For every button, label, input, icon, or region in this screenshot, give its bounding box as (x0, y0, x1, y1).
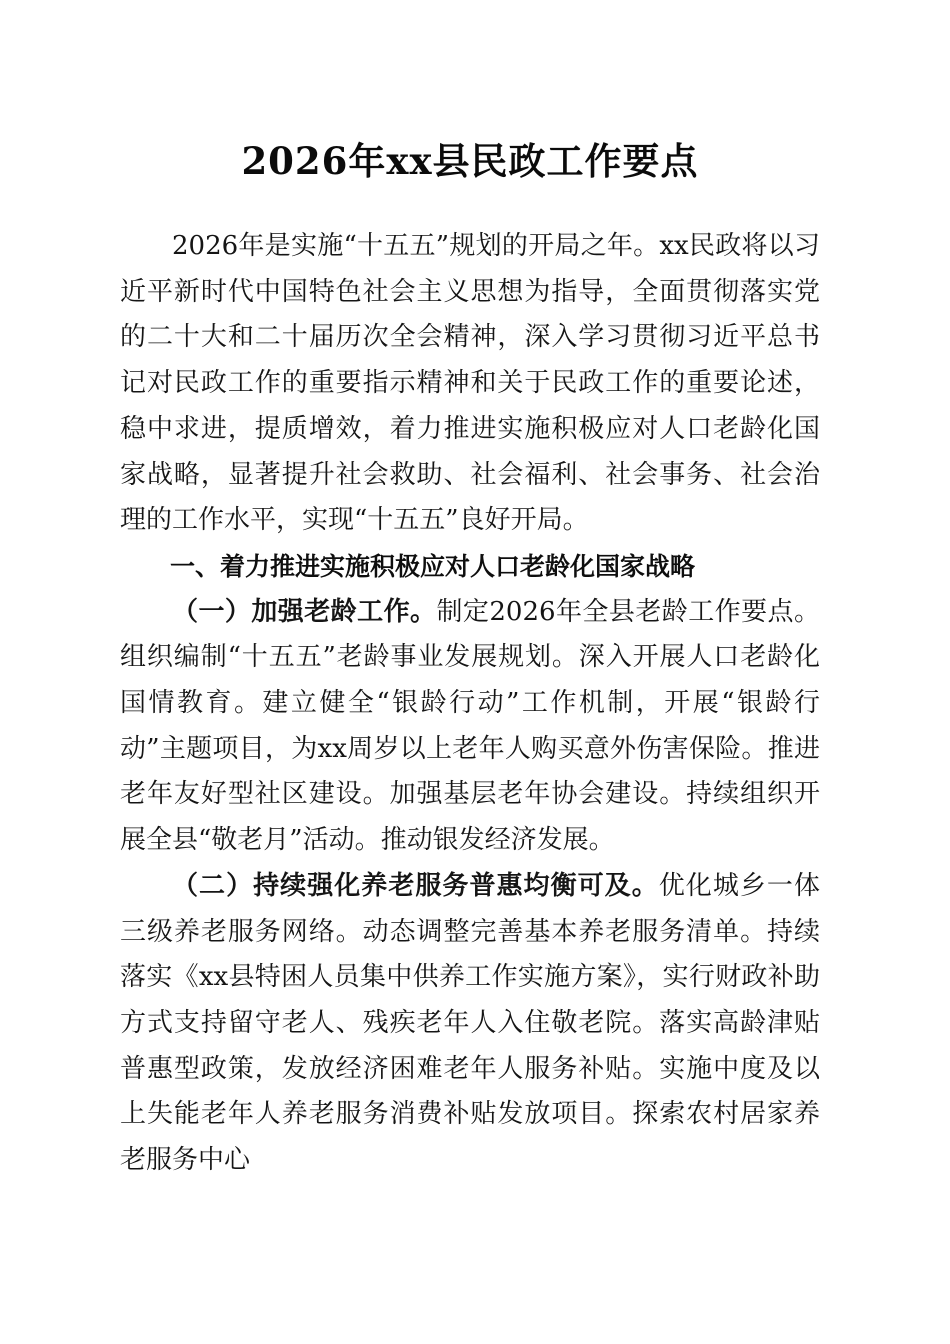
section-1-item-2 (120, 864, 820, 1184)
item-2-lead: （二）持续强化养老服务普惠均衡可及。 (172, 870, 659, 901)
section-1-heading: 一、着力推进实施积极应对人口老龄化国家战略 (170, 551, 696, 581)
section-1-item-1 (120, 590, 820, 864)
item-1-text: 制定2026年全县老龄工作要点。组织编制“十五五”老龄事业发展规划。深入开展人口老龄化国情教育。建立健全“银龄行动”工作机制，开展“银龄行动”主题项目，为xx周岁以上老年人购买意外伤害保险。推进老年友好型社区建设。加强基层老年协会建设。持续组织开展全县“敬老月”活动。推动银发经济发展。 (120, 596, 820, 856)
document-body (120, 224, 820, 1184)
item-1-lead: （一）加强老龄工作。 (172, 596, 437, 627)
item-2-text: 优化城乡一体三级养老服务网络。动态调整完善基本养老服务清单。持续落实《xx县特困人员集中供养工作实施方案》，实行财政补助方式支持留守老人、残疾老年人入住敬老院。落实高龄津贴普惠型政策，发放经济困难老年人服务补贴。实施中度及以上失能老年人养老服务消费补贴发放项目。探索农村居家养老服务中心 (120, 870, 820, 1176)
document-title: 2026年xx县民政工作要点 (241, 139, 699, 183)
intro-paragraph: 2026年是实施“十五五”规划的开局之年。xx民政将以习近平新时代中国特色社会主义思想为指导，全面贯彻落实党的二十大和二十届历次全会精神，深入学习贯彻习近平总书记对民政工作的重要指示精神和关于民政工作的重要论述，稳中求进，提质增效，着力推进实施积极应对人口老龄化国家战略，显著提升社会救助、社会福利、社会事务、社会治理的工作水平，实现“十五五”良好开局。 (120, 231, 820, 536)
